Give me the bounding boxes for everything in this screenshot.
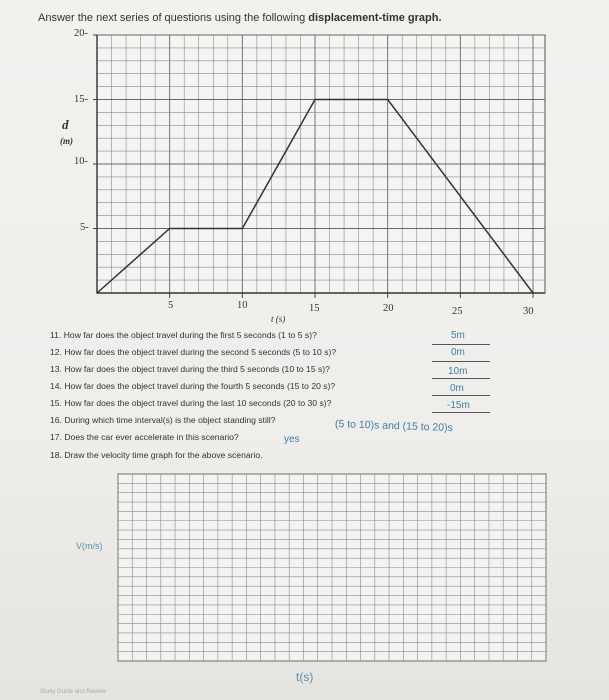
y-tick-label-15: 15- <box>74 94 88 105</box>
data-point <box>169 228 171 230</box>
y-axis-symbol: d <box>62 117 69 132</box>
answer-line-12 <box>432 361 490 362</box>
answer-17: yes <box>284 434 300 445</box>
x-tick-label-10: 10 <box>237 300 248 311</box>
instruction-text: Answer the next series of questions using the following displacement-time graph. <box>38 12 442 24</box>
answer-13: 10m <box>448 366 468 377</box>
answer-line-11 <box>432 344 490 345</box>
x-tick-label-15: 15 <box>309 303 320 314</box>
y-tick-label-10: 10- <box>74 156 88 167</box>
data-point <box>242 228 244 230</box>
x-tick-label-30: 30 <box>523 306 534 317</box>
question-18: 18. Draw the velocity time graph for the above scenario. <box>50 450 263 460</box>
question-15: 15. How far does the object travel during the last 10 seconds (20 to 30 s)? <box>50 398 332 408</box>
data-point <box>96 292 98 294</box>
x-tick-label-5: 5 <box>168 300 174 311</box>
answer-11: 5m <box>451 330 465 341</box>
x-axis-label: t (s) <box>271 314 286 324</box>
question-14: 14. How far does the object travel during the fourth 5 seconds (15 to 20 s)? <box>50 381 336 391</box>
answer-16: (5 to 10)s and (15 to 20)s <box>334 418 454 435</box>
answer-15: -15m <box>447 400 470 411</box>
y-tick-label-20: 20- <box>74 28 88 39</box>
velocity-y-axis-label: V(m/s) <box>76 541 103 551</box>
x-tick-label-25: 25 <box>452 306 463 317</box>
answer-line-15 <box>432 412 490 413</box>
x-tick-label-20: 20 <box>383 303 394 314</box>
answer-line-14 <box>432 395 490 396</box>
answer-14: 0m <box>450 383 464 394</box>
footer-text: Study Guide and Review <box>40 689 107 695</box>
question-12: 12. How far does the object travel during the second 5 seconds (5 to 10 s)? <box>50 347 337 357</box>
question-17: 17. Does the car ever accelerate in this scenario? <box>50 432 239 442</box>
instruction-bold: displacement-time graph. <box>308 12 442 24</box>
question-16: 16. During which time interval(s) is the object standing still? <box>50 415 276 425</box>
y-tick-label-5: 5- <box>80 222 89 233</box>
question-11: 11. How far does the object travel during the first 5 seconds (1 to 5 s)? <box>50 330 317 340</box>
y-axis-unit: (m) <box>60 136 73 146</box>
answer-12: 0m <box>451 347 465 358</box>
answer-line-13 <box>432 378 490 379</box>
velocity-x-axis-label: t(s) <box>296 670 314 684</box>
data-point <box>532 292 534 294</box>
question-13: 13. How far does the object travel during the third 5 seconds (10 to 15 s)? <box>50 364 330 374</box>
data-point <box>314 99 316 101</box>
data-point <box>387 99 389 101</box>
